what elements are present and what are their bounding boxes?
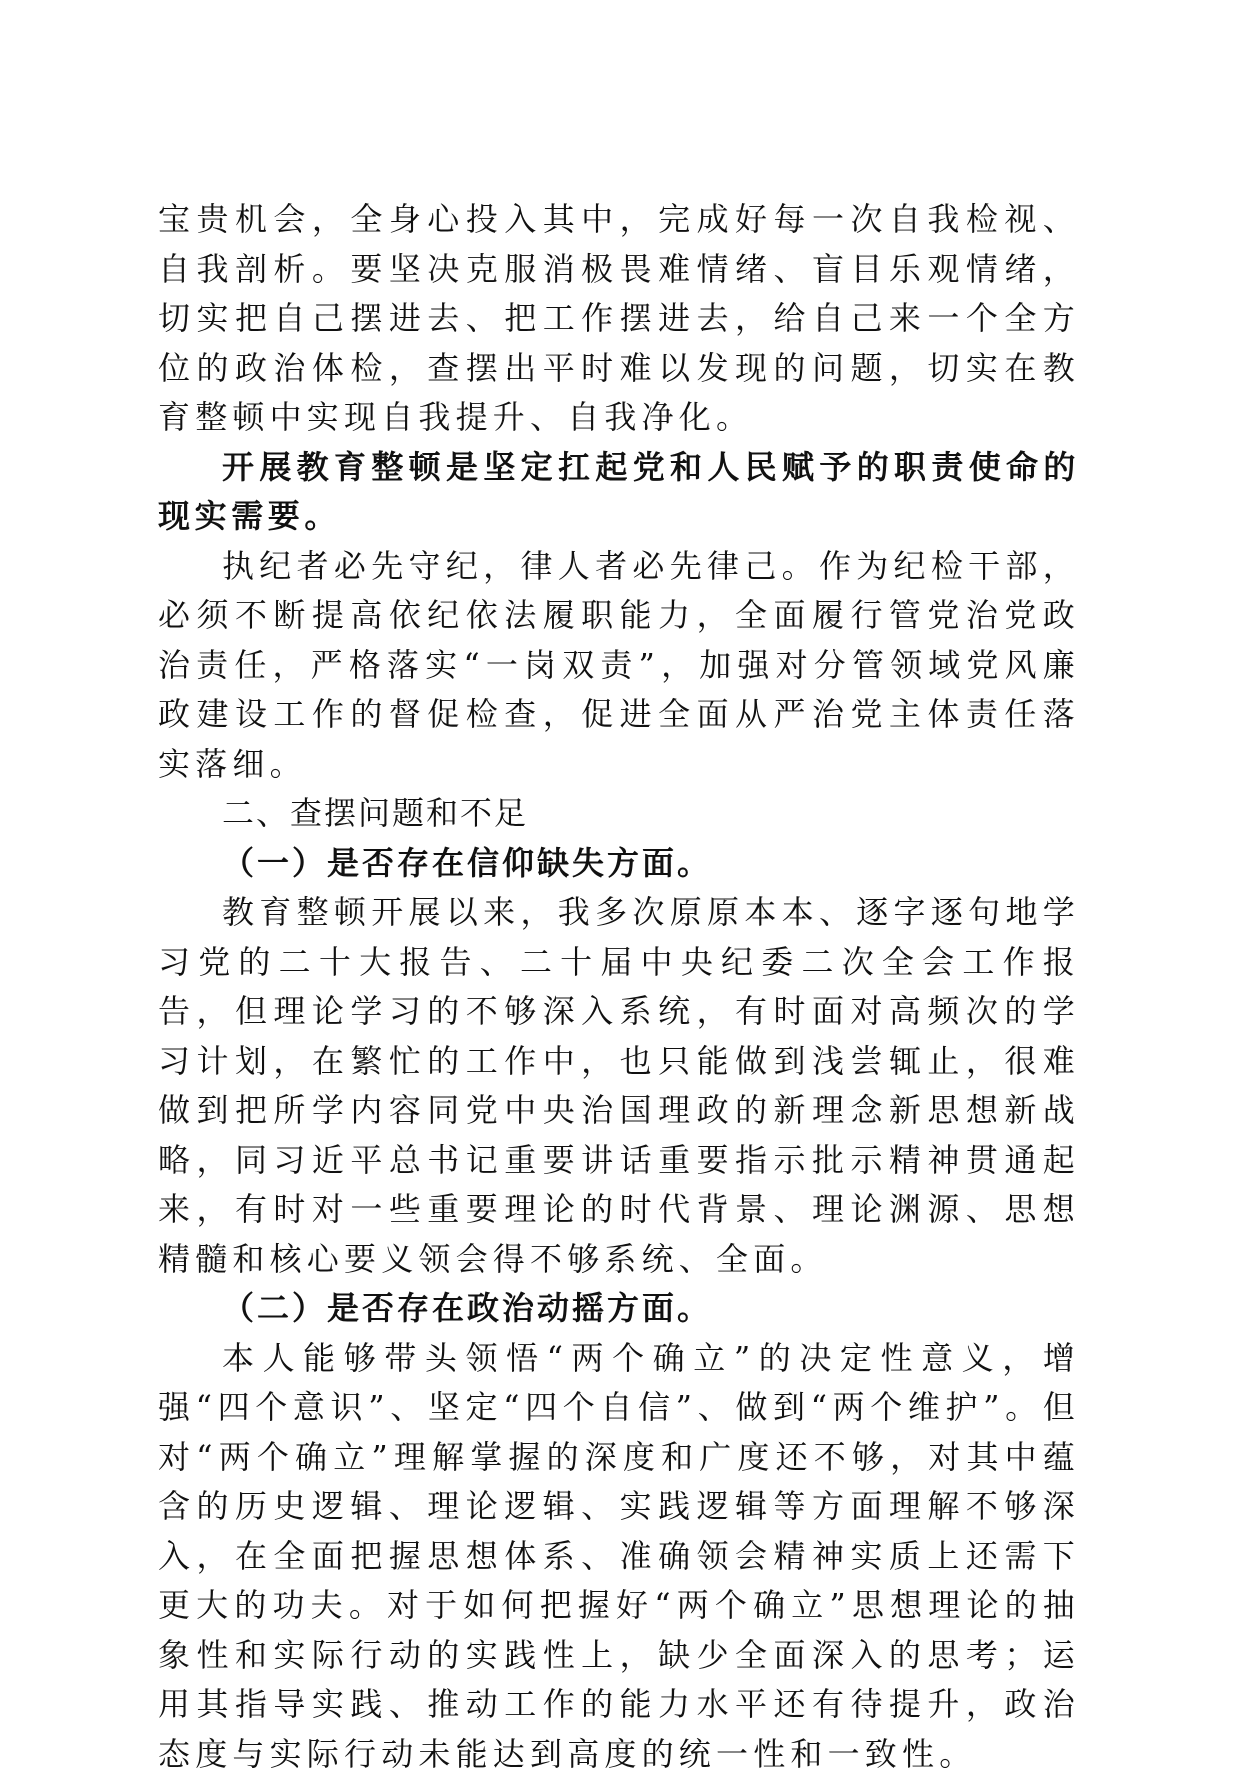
subsection-heading-1: （一）是否存在信仰缺失方面。 xyxy=(158,839,1080,889)
bold-paragraph-heading: 开展教育整顿是坚定扛起党和人民赋予的职责使命的现实需要。 xyxy=(158,443,1080,542)
paragraph-discipline: 执纪者必先守纪，律人者必先律己。作为纪检干部，必须不断提高依纪依法履职能力，全面履行管党治党政治责任，严格落实“一岗双责”，加强对分管领域党风廉政建设工作的督促检查，促进全面从严治党主体责任落实落细。 xyxy=(158,542,1080,790)
paragraph-belief: 教育整顿开展以来，我多次原原本本、逐字逐句地学习党的二十大报告、二十届中央纪委二次全会工作报告，但理论学习的不够深入系统，有时面对高频次的学习计划，在繁忙的工作中，也只能做到浅尝辄止，很难做到把所学内容同党中央治国理政的新理念新思想新战略，同习近平总书记重要讲话重要指示批示精神贯通起来，有时对一些重要理论的时代背景、理论渊源、思想精髓和核心要义领会得不够系统、全面。 xyxy=(158,888,1080,1284)
section-heading: 二、查摆问题和不足 xyxy=(158,789,1080,839)
subsection-heading-2: （二）是否存在政治动摇方面。 xyxy=(158,1284,1080,1334)
paragraph-political: 本人能够带头领悟“两个确立”的决定性意义，增强“四个意识”、坚定“四个自信”、做到“两个维护”。但对“两个确立”理解掌握的深度和广度还不够，对其中蕴含的历史逻辑、理论逻辑、实践逻辑等方面理解不够深入，在全面把握思想体系、准确领会精神实质上还需下更大的功夫。对于如何把握好“两个确立”思想理论的抽象性和实际行动的实践性上，缺少全面深入的思考；运用其指导实践、推动工作的能力水平还有待提升，政治态度与实际行动未能达到高度的统一性和一致性。 xyxy=(158,1334,1080,1779)
document-page xyxy=(158,195,1080,1779)
paragraph-continuation: 宝贵机会，全身心投入其中，完成好每一次自我检视、自我剖析。要坚决克服消极畏难情绪、盲目乐观情绪，切实把自己摆进去、把工作摆进去，给自己来一个全方位的政治体检，查摆出平时难以发现的问题，切实在教育整顿中实现自我提升、自我净化。 xyxy=(158,195,1080,443)
